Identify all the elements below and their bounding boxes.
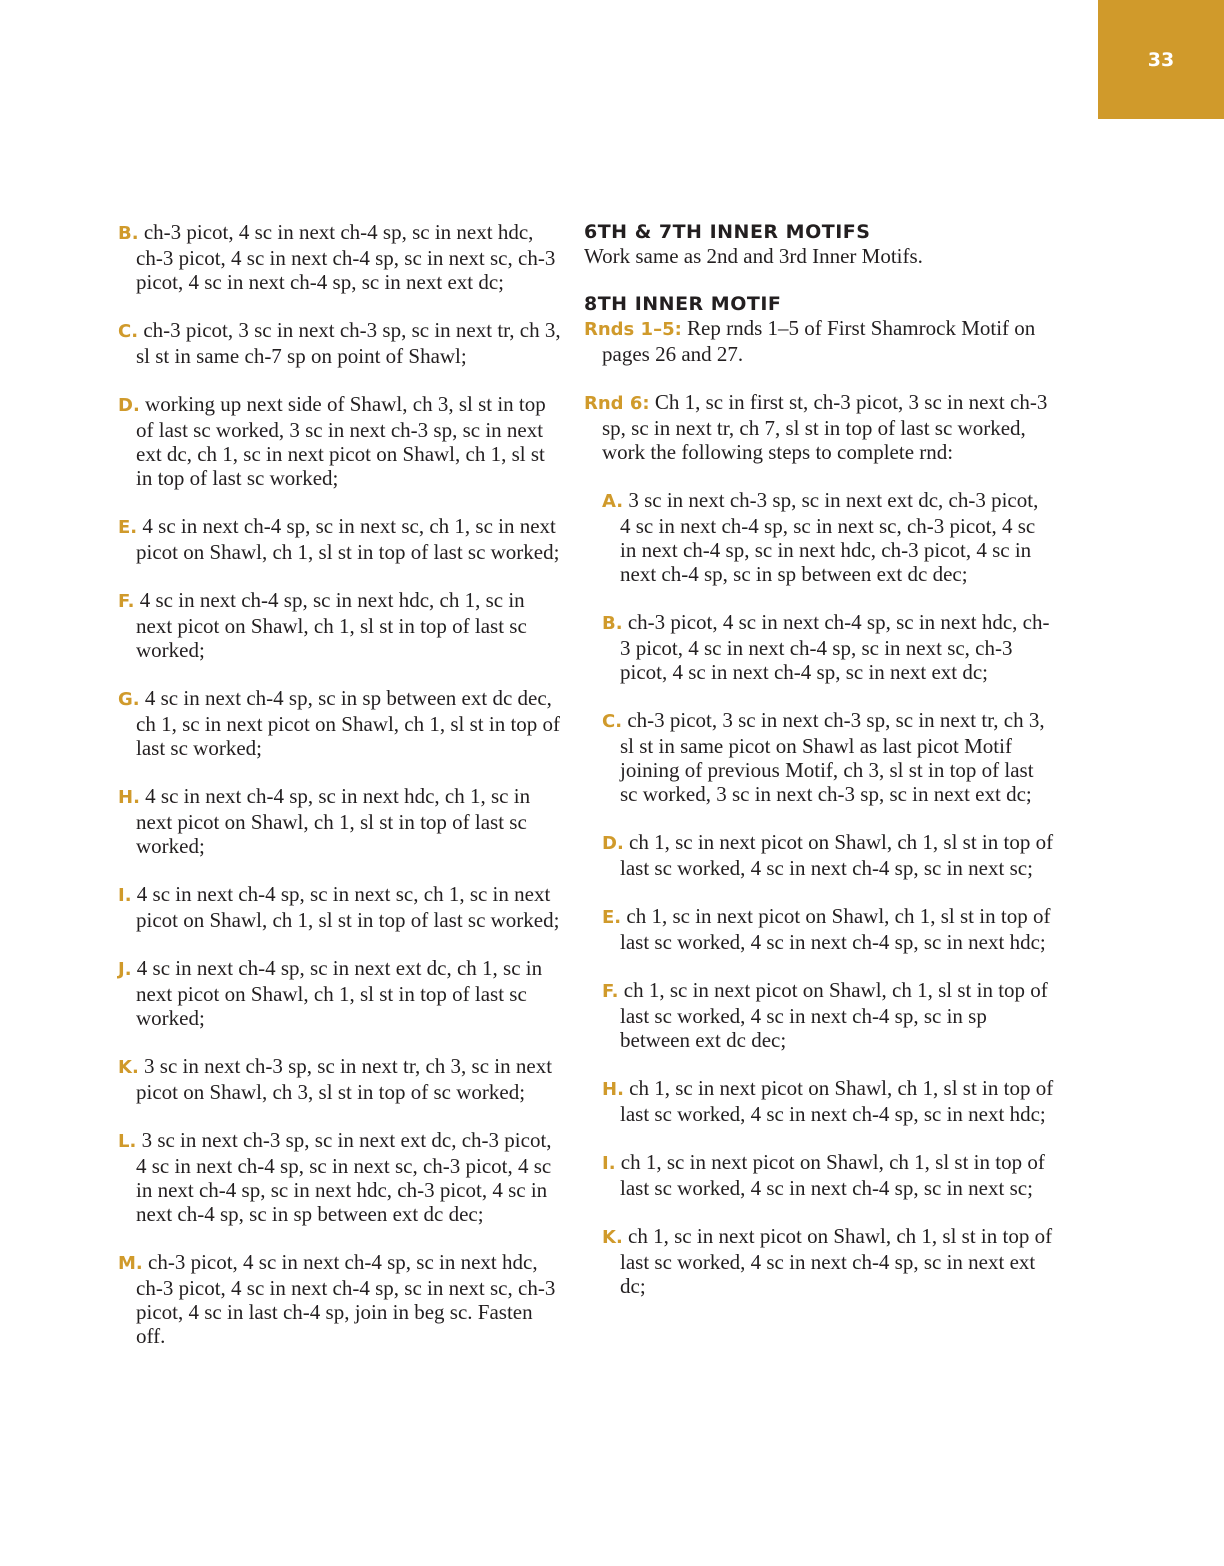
- step-a: [602, 488, 1054, 586]
- section-heading-8th: 8TH INNER MOTIF: [584, 293, 782, 315]
- step-h: [602, 1076, 1054, 1126]
- section-text-6th-7th: Work same as 2nd and 3rd Inner Motifs.: [584, 244, 923, 268]
- step-k: [602, 1224, 1054, 1298]
- step-text: 3 sc in next ch-3 sp, sc in next ext dc, ch-3 picot, 4 sc in next ch-4 sp, sc in next sc, ch-3 picot, 4 sc in next ch-4 sp, sc in next hdc, ch-3 picot, 4 sc in next ch-4 sp, sc in sp between ext dc dec;: [136, 1128, 552, 1226]
- rnd-6-steps: [602, 488, 1054, 1298]
- step-i: [602, 1150, 1054, 1200]
- step-label: E.: [118, 517, 138, 538]
- step-text: 3 sc in next ch-3 sp, sc in next tr, ch 3, sc in next picot on Shawl, ch 3, sl st in top of sc worked;: [136, 1054, 553, 1104]
- step-label: H.: [602, 1079, 624, 1100]
- page-number: 33: [1147, 49, 1175, 71]
- step-label: F.: [602, 981, 619, 1002]
- step-m: [118, 1250, 563, 1348]
- step-label: H.: [118, 787, 140, 808]
- step-b: [602, 610, 1054, 684]
- step-j: [118, 956, 563, 1030]
- step-e: [602, 904, 1054, 954]
- step-text: ch 1, sc in next picot on Shawl, ch 1, sl st in top of last sc worked, 4 sc in next ch-4 sp, sc in next ext dc;: [620, 1224, 1053, 1298]
- step-text: ch 1, sc in next picot on Shawl, ch 1, sl st in top of last sc worked, 4 sc in next ch-4 sp, sc in next hdc;: [620, 1076, 1054, 1126]
- step-label: I.: [602, 1153, 616, 1174]
- step-text: ch 1, sc in next picot on Shawl, ch 1, sl st in top of last sc worked, 4 sc in next ch-4 sp, sc in next sc;: [615, 1150, 1045, 1200]
- step-label: L.: [118, 1131, 137, 1152]
- step-label: J.: [118, 959, 132, 980]
- step-b: [118, 220, 563, 294]
- step-text: ch 1, sc in next picot on Shawl, ch 1, sl st in top of last sc worked, 4 sc in next ch-4 sp, sc in sp between ext dc dec;: [618, 978, 1048, 1052]
- step-f: [602, 978, 1054, 1052]
- section-heading-6th-7th: 6TH & 7TH INNER MOTIFS: [584, 221, 871, 243]
- step-f: [118, 588, 563, 662]
- step-label: D.: [602, 833, 624, 854]
- step-label: B.: [118, 223, 139, 244]
- step-label: E.: [602, 907, 622, 928]
- step-text: ch-3 picot, 4 sc in next ch-4 sp, sc in next hdc, ch-3 picot, 4 sc in next ch-4 sp, sc in next sc, ch-3 picot, 4 sc in last ch-4 sp, join in beg sc. Fasten off.: [136, 1250, 556, 1348]
- step-g: [118, 686, 563, 760]
- rnds-label: Rnds 1–5:: [584, 319, 682, 340]
- step-l: [118, 1128, 563, 1226]
- step-text: 4 sc in next ch-4 sp, sc in next sc, ch 1, sc in next picot on Shawl, ch 1, sl st in top of last sc worked;: [131, 882, 560, 932]
- step-c: [118, 318, 563, 368]
- step-label: B.: [602, 613, 623, 634]
- rnd-6: [584, 390, 1054, 464]
- step-text: ch-3 picot, 3 sc in next ch-3 sp, sc in next tr, ch 3, sl st in same ch-7 sp on point of Shawl;: [136, 318, 561, 368]
- rnd-label: Rnd 6:: [584, 393, 650, 414]
- step-text: ch-3 picot, 4 sc in next ch-4 sp, sc in next hdc, ch-3 picot, 4 sc in next ch-4 sp, sc in next sc, ch-3 picot, 4 sc in next ch-4 sp, sc in next ext dc;: [620, 610, 1050, 684]
- rnds-1-5: [584, 316, 1054, 366]
- step-c: [602, 708, 1054, 806]
- page-number-tab: [1098, 0, 1224, 119]
- step-d: [118, 392, 563, 490]
- step-text: working up next side of Shawl, ch 3, sl st in top of last sc worked, 3 sc in next ch-3 sp, sc in next ext dc, ch 1, sc in next picot on Shawl, ch 1, sl st in top of last sc worked;: [136, 392, 546, 490]
- step-text: ch 1, sc in next picot on Shawl, ch 1, sl st in top of last sc worked, 4 sc in next ch-4 sp, sc in next hdc;: [620, 904, 1051, 954]
- step-i: [118, 882, 563, 932]
- left-column: [118, 220, 563, 1372]
- step-h: [118, 784, 563, 858]
- step-text: 4 sc in next ch-4 sp, sc in next hdc, ch 1, sc in next picot on Shawl, ch 1, sl st in top of last sc worked;: [134, 588, 527, 662]
- step-label: D.: [118, 395, 140, 416]
- step-label: C.: [602, 711, 623, 732]
- step-text: ch 1, sc in next picot on Shawl, ch 1, sl st in top of last sc worked, 4 sc in next ch-4 sp, sc in next sc;: [620, 830, 1054, 880]
- step-text: 4 sc in next ch-4 sp, sc in sp between ext dc dec, ch 1, sc in next picot on Shawl, ch 1, sl st in top of last sc worked;: [136, 686, 561, 760]
- step-text: ch-3 picot, 4 sc in next ch-4 sp, sc in next hdc, ch-3 picot, 4 sc in next ch-4 sp, sc in next sc, ch-3 picot, 4 sc in next ch-4 sp, sc in next ext dc;: [136, 220, 556, 294]
- step-text: 4 sc in next ch-4 sp, sc in next hdc, ch 1, sc in next picot on Shawl, ch 1, sl st in top of last sc worked;: [136, 784, 531, 858]
- step-d: [602, 830, 1054, 880]
- step-e: [118, 514, 563, 564]
- step-label: I.: [118, 885, 132, 906]
- step-label: K.: [602, 1227, 623, 1248]
- step-text: ch-3 picot, 3 sc in next ch-3 sp, sc in next tr, ch 3, sl st in same picot on Shawl as last picot Motif joining of previous Motif, ch 3, sl st in top of last sc worked, 3 sc in next ch-3 sp, sc in next ext dc;: [620, 708, 1045, 806]
- rnds-text: Rep rnds 1–5 of First Shamrock Motif on pages 26 and 27.: [602, 316, 1036, 366]
- step-label: A.: [602, 491, 624, 512]
- step-label: K.: [118, 1057, 139, 1078]
- step-label: F.: [118, 591, 135, 612]
- step-label: M.: [118, 1253, 143, 1274]
- right-column: [584, 220, 1054, 1322]
- step-label: G.: [118, 689, 140, 710]
- step-text: 3 sc in next ch-3 sp, sc in next ext dc, ch-3 picot, 4 sc in next ch-4 sp, sc in next sc, ch-3 picot, 4 sc in next ch-4 sp, sc in next hdc, ch-3 picot, 4 sc in next ch-4 sp, sc in sp between ext dc dec;: [620, 488, 1039, 586]
- step-text: 4 sc in next ch-4 sp, sc in next sc, ch 1, sc in next picot on Shawl, ch 1, sl st in top of last sc worked;: [136, 514, 560, 564]
- step-label: C.: [118, 321, 139, 342]
- step-k: [118, 1054, 563, 1104]
- step-text: 4 sc in next ch-4 sp, sc in next ext dc, ch 1, sc in next picot on Shawl, ch 1, sl st in top of last sc worked;: [131, 956, 543, 1030]
- rnd-text: Ch 1, sc in first st, ch-3 picot, 3 sc in next ch-3 sp, sc in next tr, ch 7, sl st in top of last sc worked, work the following steps to complete rnd:: [602, 390, 1048, 464]
